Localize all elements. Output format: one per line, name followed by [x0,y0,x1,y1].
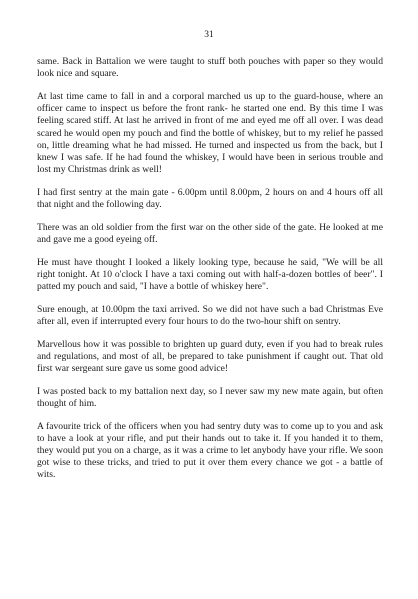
paragraph: Sure enough, at 10.00pm the taxi arrived. So we did not have such a bad Christmas Eve after all, even if interrupted every four hours to do the two-hour shift on sentry. [37,303,383,327]
paragraph: I was posted back to my battalion next day, so I never saw my new mate again, but often thought of him. [37,385,383,409]
paragraph: Marvellous how it was possible to brighten up guard duty, even if you had to break rules and regulations, and most of all, be prepared to take punishment if caught out. That old first war sergeant sure gave us some good advice! [37,338,383,375]
paragraph: I had first sentry at the main gate - 6.00pm until 8.00pm, 2 hours on and 4 hours off all that night and the following day. [37,186,383,211]
paragraph: He must have thought I looked a likely looking type, because he said, "We will be all right tonight. At 10 o'clock I have a taxi coming out with half-a-dozen bottles of beer". I patted my pouch and said, "I have a bottle of whiskey here". [37,256,383,293]
paragraph: At last time came to fall in and a corporal marched us up to the guard-house, where an officer came to inspect us before the front rank- he started one end. By this time I was feeling scared stiff. At last he arrived in front of me and eyed me off all over. I was dead scared he would open my pouch and find the bottle of whiskey, but to my relief he passed on, little dreaming what he had missed. He turned and inspected us from the back, but I knew I was safe. If he had found the whiskey, I would have been in serious trouble and lost my Christmas drink as well! [37,90,383,176]
paragraph: There was an old soldier from the first war on the other side of the gate. He looked at me and gave me a good eyeing off. [37,221,383,245]
page-body [37,56,383,492]
paragraph: A favourite trick of the officers when you had sentry duty was to come up to you and ask to have a look at your rifle, and put their hands out to take it. If you handed it to them, they would put you on a charge, as it was a crime to let anybody have your rifle. We soon got wise to these tricks, and tried to put it over them every chance we got - a battle of wits. [37,420,383,481]
paragraph: same. Back in Battalion we were taught to stuff both pouches with paper so they would look nice and square. [37,56,383,80]
page-number: 31 [204,30,214,40]
